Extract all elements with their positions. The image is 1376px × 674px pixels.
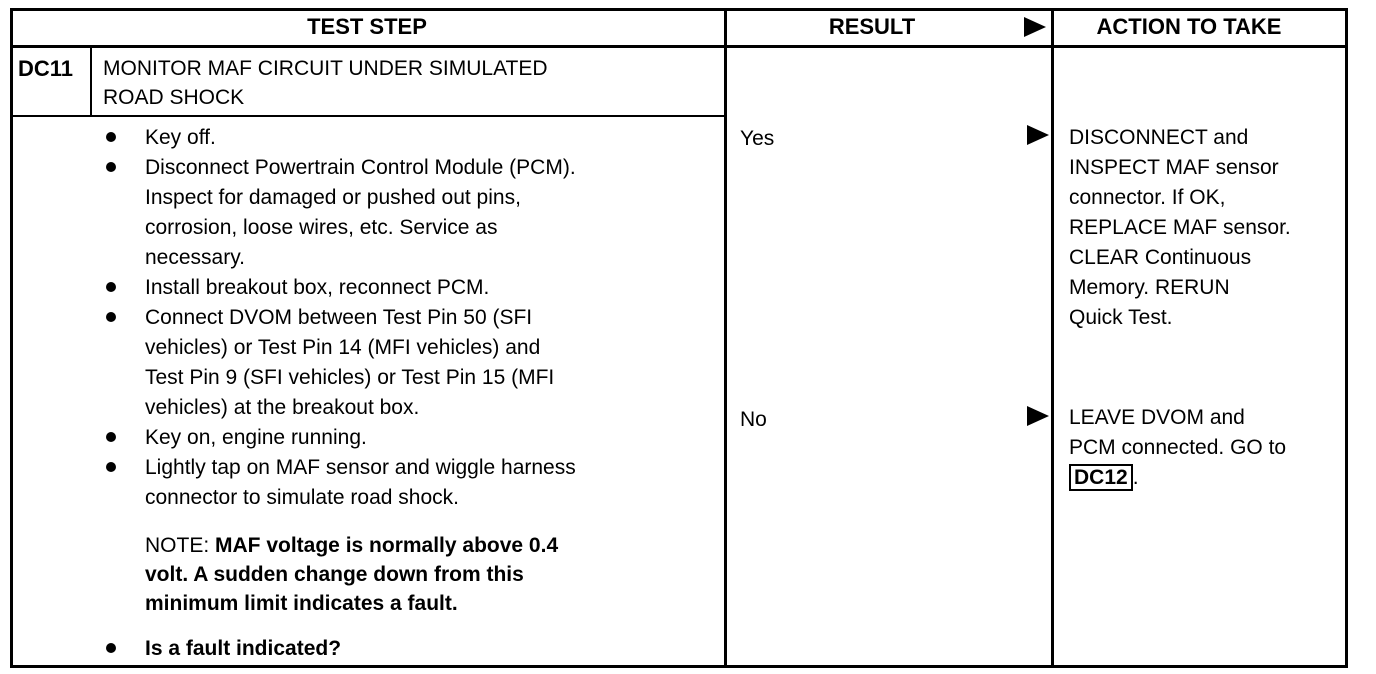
action-yes-line: REPLACE MAF sensor.: [1069, 216, 1291, 239]
instruction-line: vehicles) at the breakout box.: [145, 396, 420, 419]
bullet-icon: [106, 282, 116, 292]
instruction-line: Connect DVOM between Test Pin 50 (SFI: [145, 306, 533, 329]
table-border-top: [10, 8, 1348, 11]
instruction-line: connector to simulate road shock.: [145, 486, 459, 509]
instruction-line: Key on, engine running.: [145, 426, 367, 449]
step-id-divider: [90, 45, 92, 117]
step-title-line1: MONITOR MAF CIRCUIT UNDER SIMULATED: [103, 57, 548, 80]
bullet-icon: [106, 162, 116, 172]
question: Is a fault indicated?: [145, 637, 342, 660]
action-yes-line: connector. If OK,: [1069, 186, 1226, 209]
action-yes-line: Memory. RERUN: [1069, 276, 1230, 299]
table-border-right: [1345, 8, 1348, 668]
header-action: ACTION TO TAKE: [1096, 14, 1282, 39]
bullet-icon: [106, 312, 116, 322]
action-yes-line: INSPECT MAF sensor: [1069, 156, 1279, 179]
result-no-arrow-icon: [1027, 406, 1049, 426]
step-reference-link[interactable]: DC12: [1069, 464, 1133, 491]
instruction-line: Disconnect Powertrain Control Module (PCM).: [145, 156, 576, 179]
instruction-line: vehicles) or Test Pin 14 (MFI vehicles) and: [145, 336, 541, 359]
diagnostic-table: [10, 8, 1348, 668]
action-yes-line: CLEAR Continuous: [1069, 246, 1252, 269]
instruction-line: Test Pin 9 (SFI vehicles) or Test Pin 15 (MFI: [145, 366, 555, 389]
step-title-line2: ROAD SHOCK: [103, 86, 245, 109]
bullet-icon: [106, 132, 116, 142]
column-divider-2: [1051, 8, 1054, 668]
note-line3: minimum limit indicates a fault.: [145, 592, 458, 615]
action-no-line2: PCM connected. GO to: [1069, 436, 1287, 459]
result-no: No: [740, 408, 767, 431]
column-divider-1: [724, 8, 727, 668]
header-divider: [10, 45, 1348, 48]
header-test-step: TEST STEP: [307, 14, 427, 39]
table-border-left: [10, 8, 13, 668]
instruction-line: necessary.: [145, 246, 245, 269]
action-no-suffix: .: [1132, 466, 1139, 489]
bullet-icon: [106, 462, 116, 472]
result-yes-arrow-icon: [1027, 125, 1049, 145]
note-text: MAF voltage is normally above 0.4: [215, 534, 559, 557]
instruction-line: Lightly tap on MAF sensor and wiggle harness: [145, 456, 576, 479]
action-yes-line: Quick Test.: [1069, 306, 1173, 329]
header-result: RESULT: [828, 14, 916, 39]
bullet-icon: [106, 432, 116, 442]
step-id: DC11: [18, 56, 74, 81]
note-prefix: NOTE:: [145, 534, 216, 557]
action-no-line1: LEAVE DVOM and: [1069, 406, 1245, 429]
step-title-divider: [10, 115, 727, 117]
instruction-line: Key off.: [145, 126, 216, 149]
table-border-bottom: [10, 665, 1348, 668]
bullet-icon: [106, 643, 116, 653]
instruction-line: corrosion, loose wires, etc. Service as: [145, 216, 498, 239]
note-line1: [145, 531, 558, 561]
header-arrow-icon: [1024, 17, 1046, 37]
action-no-line3: [1069, 463, 1139, 493]
note-line2: volt. A sudden change down from this: [145, 563, 524, 586]
action-yes-line: DISCONNECT and: [1069, 126, 1249, 149]
instruction-line: Install breakout box, reconnect PCM.: [145, 276, 490, 299]
result-yes: Yes: [740, 127, 775, 150]
instruction-line: Inspect for damaged or pushed out pins,: [145, 186, 521, 209]
